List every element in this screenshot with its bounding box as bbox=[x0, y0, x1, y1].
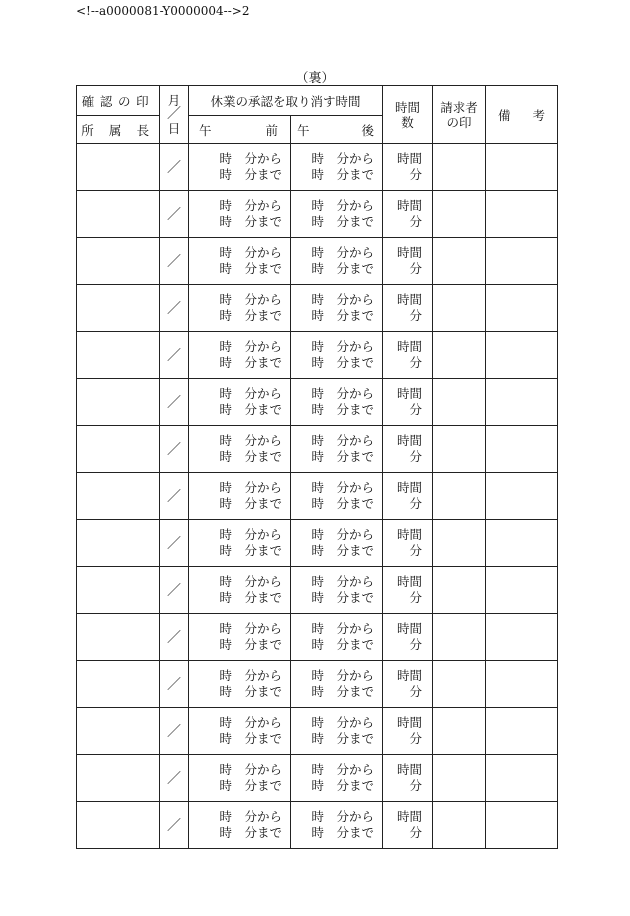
stamp-cell[interactable] bbox=[77, 144, 160, 191]
am-time-cell[interactable] bbox=[189, 567, 291, 614]
pm-time-cell[interactable] bbox=[291, 238, 383, 285]
table-row bbox=[77, 332, 558, 379]
stamp-cell[interactable] bbox=[77, 755, 160, 802]
am-to: 時 分まで bbox=[219, 261, 282, 276]
stamp-cell[interactable] bbox=[77, 238, 160, 285]
stamp-cell[interactable] bbox=[77, 426, 160, 473]
remarks-cell[interactable] bbox=[486, 661, 558, 708]
header-month-day bbox=[160, 86, 189, 144]
header-requester-bottom: の印 bbox=[446, 114, 472, 130]
table-row bbox=[77, 755, 558, 802]
pm-from: 時 分から bbox=[311, 432, 375, 448]
pm-from: 時 分から bbox=[311, 761, 375, 777]
am-from: 時 分から bbox=[219, 526, 282, 542]
am-to: 時 分まで bbox=[219, 449, 282, 464]
date-cell[interactable] bbox=[160, 426, 189, 473]
hours-cell[interactable] bbox=[383, 614, 433, 661]
remarks-cell[interactable] bbox=[486, 238, 558, 285]
pm-to: 時 分まで bbox=[311, 637, 375, 652]
am-to: 時 分まで bbox=[219, 355, 282, 370]
table-row bbox=[77, 802, 558, 849]
hours-label: 時間 bbox=[397, 197, 423, 213]
hours-cell[interactable] bbox=[383, 520, 433, 567]
hours-label: 時間 bbox=[397, 338, 423, 354]
header-remarks bbox=[486, 86, 558, 144]
hours-label: 時間 bbox=[397, 385, 423, 401]
hours-label: 時間 bbox=[397, 291, 423, 307]
table-row bbox=[77, 191, 558, 238]
date-cell[interactable] bbox=[160, 473, 189, 520]
pm-from: 時 分から bbox=[311, 620, 375, 636]
requester-stamp-cell[interactable] bbox=[433, 426, 486, 473]
leave-cancellation-form bbox=[76, 85, 558, 849]
date-slash: ／ bbox=[167, 630, 181, 646]
stamp-cell[interactable] bbox=[77, 614, 160, 661]
remarks-cell[interactable] bbox=[486, 708, 558, 755]
date-cell[interactable] bbox=[160, 379, 189, 426]
date-slash: ／ bbox=[167, 301, 181, 317]
pm-to: 時 分まで bbox=[311, 825, 375, 840]
date-slash: ／ bbox=[167, 536, 181, 552]
hours-label: 時間 bbox=[397, 667, 423, 683]
am-from: 時 分から bbox=[219, 667, 282, 683]
date-cell[interactable] bbox=[160, 191, 189, 238]
date-cell[interactable] bbox=[160, 238, 189, 285]
minutes-label: 分 bbox=[409, 637, 423, 652]
requester-stamp-cell[interactable] bbox=[433, 661, 486, 708]
requester-stamp-cell[interactable] bbox=[433, 144, 486, 191]
am-from: 時 分から bbox=[219, 197, 282, 213]
remarks-cell[interactable] bbox=[486, 567, 558, 614]
pm-time-cell[interactable] bbox=[291, 708, 383, 755]
hours-cell[interactable] bbox=[383, 191, 433, 238]
pm-from: 時 分から bbox=[311, 526, 375, 542]
am-to: 時 分まで bbox=[219, 731, 282, 746]
stamp-cell[interactable] bbox=[77, 802, 160, 849]
minutes-label: 分 bbox=[409, 402, 423, 417]
pm-time-cell[interactable] bbox=[291, 332, 383, 379]
am-to: 時 分まで bbox=[219, 214, 282, 229]
am-time-cell[interactable] bbox=[189, 238, 291, 285]
am-time-cell[interactable] bbox=[189, 332, 291, 379]
date-cell[interactable] bbox=[160, 567, 189, 614]
pm-to: 時 分まで bbox=[311, 684, 375, 699]
am-to: 時 分まで bbox=[219, 496, 282, 511]
pm-time-cell[interactable] bbox=[291, 285, 383, 332]
hours-cell[interactable] bbox=[383, 802, 433, 849]
stamp-cell[interactable] bbox=[77, 567, 160, 614]
am-from: 時 分から bbox=[219, 714, 282, 730]
requester-stamp-cell[interactable] bbox=[433, 708, 486, 755]
remarks-cell[interactable] bbox=[486, 191, 558, 238]
minutes-label: 分 bbox=[409, 214, 423, 229]
hours-label: 時間 bbox=[397, 620, 423, 636]
am-time-cell[interactable] bbox=[189, 802, 291, 849]
stamp-cell[interactable] bbox=[77, 473, 160, 520]
date-cell[interactable] bbox=[160, 614, 189, 661]
hours-cell[interactable] bbox=[383, 426, 433, 473]
pm-to: 時 分まで bbox=[311, 261, 375, 276]
stamp-cell[interactable] bbox=[77, 708, 160, 755]
date-cell[interactable] bbox=[160, 708, 189, 755]
table-row bbox=[77, 144, 558, 191]
date-slash: ／ bbox=[167, 395, 181, 411]
hours-cell[interactable] bbox=[383, 473, 433, 520]
header-cancel-time: 休業の承認を取り消す時間 bbox=[189, 86, 383, 116]
am-from: 時 分から bbox=[219, 291, 282, 307]
hours-label: 時間 bbox=[397, 150, 423, 166]
am-from: 時 分から bbox=[219, 573, 282, 589]
header-day: 日 bbox=[167, 120, 181, 136]
date-cell[interactable] bbox=[160, 144, 189, 191]
minutes-label: 分 bbox=[409, 261, 423, 276]
header-am bbox=[189, 116, 291, 144]
am-from: 時 分から bbox=[219, 385, 282, 401]
am-to: 時 分まで bbox=[219, 167, 282, 182]
date-slash: ／ bbox=[167, 677, 181, 693]
table-row bbox=[77, 661, 558, 708]
header-pm bbox=[291, 116, 383, 144]
table-row bbox=[77, 426, 558, 473]
hours-cell[interactable] bbox=[383, 708, 433, 755]
hours-label: 時間 bbox=[397, 432, 423, 448]
am-to: 時 分まで bbox=[219, 778, 282, 793]
pm-to: 時 分まで bbox=[311, 308, 375, 323]
pm-time-cell[interactable] bbox=[291, 473, 383, 520]
minutes-label: 分 bbox=[409, 449, 423, 464]
am-time-cell[interactable] bbox=[189, 473, 291, 520]
pm-time-cell[interactable] bbox=[291, 520, 383, 567]
header-hours-bottom: 数 bbox=[401, 114, 414, 130]
date-slash: ／ bbox=[167, 348, 181, 364]
pm-time-cell[interactable] bbox=[291, 426, 383, 473]
pm-from: 時 分から bbox=[311, 714, 375, 730]
date-slash: ／ bbox=[167, 254, 181, 270]
remarks-cell[interactable] bbox=[486, 379, 558, 426]
am-time-cell[interactable] bbox=[189, 426, 291, 473]
date-slash: ／ bbox=[167, 724, 181, 740]
am-from: 時 分から bbox=[219, 432, 282, 448]
table-row bbox=[77, 473, 558, 520]
date-slash: ／ bbox=[167, 818, 181, 834]
header-month-slash: ／ bbox=[167, 106, 181, 123]
am-to: 時 分まで bbox=[219, 637, 282, 652]
date-slash: ／ bbox=[167, 207, 181, 223]
stamp-cell[interactable] bbox=[77, 520, 160, 567]
am-to: 時 分まで bbox=[219, 590, 282, 605]
am-time-cell[interactable] bbox=[189, 755, 291, 802]
am-time-cell[interactable] bbox=[189, 191, 291, 238]
date-cell[interactable] bbox=[160, 285, 189, 332]
minutes-label: 分 bbox=[409, 825, 423, 840]
remarks-cell[interactable] bbox=[486, 473, 558, 520]
pm-from: 時 分から bbox=[311, 479, 375, 495]
hours-label: 時間 bbox=[397, 761, 423, 777]
date-slash: ／ bbox=[167, 489, 181, 505]
pm-time-cell[interactable] bbox=[291, 191, 383, 238]
stamp-cell[interactable] bbox=[77, 661, 160, 708]
minutes-label: 分 bbox=[409, 355, 423, 370]
am-to: 時 分まで bbox=[219, 684, 282, 699]
am-from: 時 分から bbox=[219, 761, 282, 777]
pm-time-cell[interactable] bbox=[291, 614, 383, 661]
hours-label: 時間 bbox=[397, 526, 423, 542]
minutes-label: 分 bbox=[409, 543, 423, 558]
hours-label: 時間 bbox=[397, 714, 423, 730]
pm-to: 時 分まで bbox=[311, 590, 375, 605]
pm-to: 時 分まで bbox=[311, 167, 375, 182]
table-row bbox=[77, 520, 558, 567]
am-from: 時 分から bbox=[219, 244, 282, 260]
stamp-cell[interactable] bbox=[77, 332, 160, 379]
table-row bbox=[77, 567, 558, 614]
header-confirm-stamp: 確認の印 bbox=[77, 86, 160, 116]
header-am-left: 午 bbox=[199, 122, 212, 138]
date-slash: ／ bbox=[167, 160, 181, 176]
remarks-cell[interactable] bbox=[486, 285, 558, 332]
minutes-label: 分 bbox=[409, 496, 423, 511]
pm-from: 時 分から bbox=[311, 808, 375, 824]
pm-from: 時 分から bbox=[311, 197, 375, 213]
hours-cell[interactable] bbox=[383, 755, 433, 802]
hours-cell[interactable] bbox=[383, 238, 433, 285]
header-hours bbox=[383, 86, 433, 144]
pm-from: 時 分から bbox=[311, 338, 375, 354]
remarks-cell[interactable] bbox=[486, 332, 558, 379]
hours-label: 時間 bbox=[397, 479, 423, 495]
stamp-cell[interactable] bbox=[77, 285, 160, 332]
hours-cell[interactable] bbox=[383, 379, 433, 426]
date-cell[interactable] bbox=[160, 332, 189, 379]
date-cell[interactable] bbox=[160, 755, 189, 802]
table-row bbox=[77, 285, 558, 332]
header-month: 月 bbox=[167, 93, 181, 109]
hours-cell[interactable] bbox=[383, 661, 433, 708]
requester-stamp-cell[interactable] bbox=[433, 332, 486, 379]
am-from: 時 分から bbox=[219, 620, 282, 636]
am-to: 時 分まで bbox=[219, 825, 282, 840]
date-cell[interactable] bbox=[160, 802, 189, 849]
hours-cell[interactable] bbox=[383, 332, 433, 379]
am-from: 時 分から bbox=[219, 479, 282, 495]
am-time-cell[interactable] bbox=[189, 144, 291, 191]
requester-stamp-cell[interactable] bbox=[433, 473, 486, 520]
remarks-cell[interactable] bbox=[486, 614, 558, 661]
am-time-cell[interactable] bbox=[189, 708, 291, 755]
pm-time-cell[interactable] bbox=[291, 567, 383, 614]
am-to: 時 分まで bbox=[219, 543, 282, 558]
header-pm-right: 後 bbox=[361, 122, 375, 138]
remarks-cell[interactable] bbox=[486, 520, 558, 567]
document-id-comment: <!--a0000081-Y0000004-->2 bbox=[76, 4, 250, 18]
pm-to: 時 分まで bbox=[311, 731, 375, 746]
pm-to: 時 分まで bbox=[311, 402, 375, 417]
date-slash: ／ bbox=[167, 442, 181, 458]
date-slash: ／ bbox=[167, 583, 181, 599]
remarks-cell[interactable] bbox=[486, 426, 558, 473]
hours-label: 時間 bbox=[397, 573, 423, 589]
pm-time-cell[interactable] bbox=[291, 755, 383, 802]
remarks-cell[interactable] bbox=[486, 144, 558, 191]
date-cell[interactable] bbox=[160, 520, 189, 567]
pm-to: 時 分まで bbox=[311, 543, 375, 558]
header-department-head: 所 属 長 bbox=[77, 116, 160, 144]
pm-time-cell[interactable] bbox=[291, 379, 383, 426]
header-hours-top: 時間 bbox=[395, 99, 421, 115]
table-row bbox=[77, 708, 558, 755]
date-slash: ／ bbox=[167, 771, 181, 787]
header-am-right: 前 bbox=[265, 122, 278, 138]
header-requester-stamp bbox=[433, 86, 486, 144]
hours-cell[interactable] bbox=[383, 285, 433, 332]
table-row bbox=[77, 614, 558, 661]
pm-to: 時 分まで bbox=[311, 449, 375, 464]
requester-stamp-cell[interactable] bbox=[433, 285, 486, 332]
pm-from: 時 分から bbox=[311, 385, 375, 401]
minutes-label: 分 bbox=[409, 167, 423, 182]
pm-to: 時 分まで bbox=[311, 778, 375, 793]
hours-cell[interactable] bbox=[383, 567, 433, 614]
remarks-cell[interactable] bbox=[486, 802, 558, 849]
am-time-cell[interactable] bbox=[189, 661, 291, 708]
requester-stamp-cell[interactable] bbox=[433, 191, 486, 238]
requester-stamp-cell[interactable] bbox=[433, 802, 486, 849]
minutes-label: 分 bbox=[409, 590, 423, 605]
am-time-cell[interactable] bbox=[189, 379, 291, 426]
header-remarks-left: 備 bbox=[498, 107, 511, 123]
am-time-cell[interactable] bbox=[189, 520, 291, 567]
pm-time-cell[interactable] bbox=[291, 144, 383, 191]
page-side-label: （裏） bbox=[295, 71, 335, 86]
requester-stamp-cell[interactable] bbox=[433, 755, 486, 802]
date-cell[interactable] bbox=[160, 661, 189, 708]
pm-from: 時 分から bbox=[311, 573, 375, 589]
requester-stamp-cell[interactable] bbox=[433, 379, 486, 426]
header-pm-left: 午 bbox=[297, 122, 310, 138]
header-requester-top: 請求者 bbox=[440, 99, 478, 115]
stamp-cell[interactable] bbox=[77, 379, 160, 426]
pm-to: 時 分まで bbox=[311, 355, 375, 370]
hours-cell[interactable] bbox=[383, 144, 433, 191]
am-time-cell[interactable] bbox=[189, 614, 291, 661]
am-from: 時 分から bbox=[219, 808, 282, 824]
am-to: 時 分まで bbox=[219, 402, 282, 417]
hours-label: 時間 bbox=[397, 808, 423, 824]
am-from: 時 分から bbox=[219, 338, 282, 354]
am-to: 時 分まで bbox=[219, 308, 282, 323]
pm-from: 時 分から bbox=[311, 291, 375, 307]
pm-time-cell[interactable] bbox=[291, 802, 383, 849]
stamp-cell[interactable] bbox=[77, 191, 160, 238]
pm-to: 時 分まで bbox=[311, 214, 375, 229]
requester-stamp-cell[interactable] bbox=[433, 238, 486, 285]
pm-from: 時 分から bbox=[311, 667, 375, 683]
pm-from: 時 分から bbox=[311, 244, 375, 260]
minutes-label: 分 bbox=[409, 731, 423, 746]
minutes-label: 分 bbox=[409, 684, 423, 699]
header-remarks-right: 考 bbox=[532, 107, 546, 123]
pm-to: 時 分まで bbox=[311, 496, 375, 511]
requester-stamp-cell[interactable] bbox=[433, 614, 486, 661]
am-time-cell[interactable] bbox=[189, 285, 291, 332]
minutes-label: 分 bbox=[409, 778, 423, 793]
am-from: 時 分から bbox=[219, 150, 282, 166]
pm-time-cell[interactable] bbox=[291, 661, 383, 708]
hours-label: 時間 bbox=[397, 244, 423, 260]
table-row bbox=[77, 379, 558, 426]
remarks-cell[interactable] bbox=[486, 755, 558, 802]
pm-from: 時 分から bbox=[311, 150, 375, 166]
requester-stamp-cell[interactable] bbox=[433, 567, 486, 614]
table-row bbox=[77, 238, 558, 285]
requester-stamp-cell[interactable] bbox=[433, 520, 486, 567]
minutes-label: 分 bbox=[409, 308, 423, 323]
